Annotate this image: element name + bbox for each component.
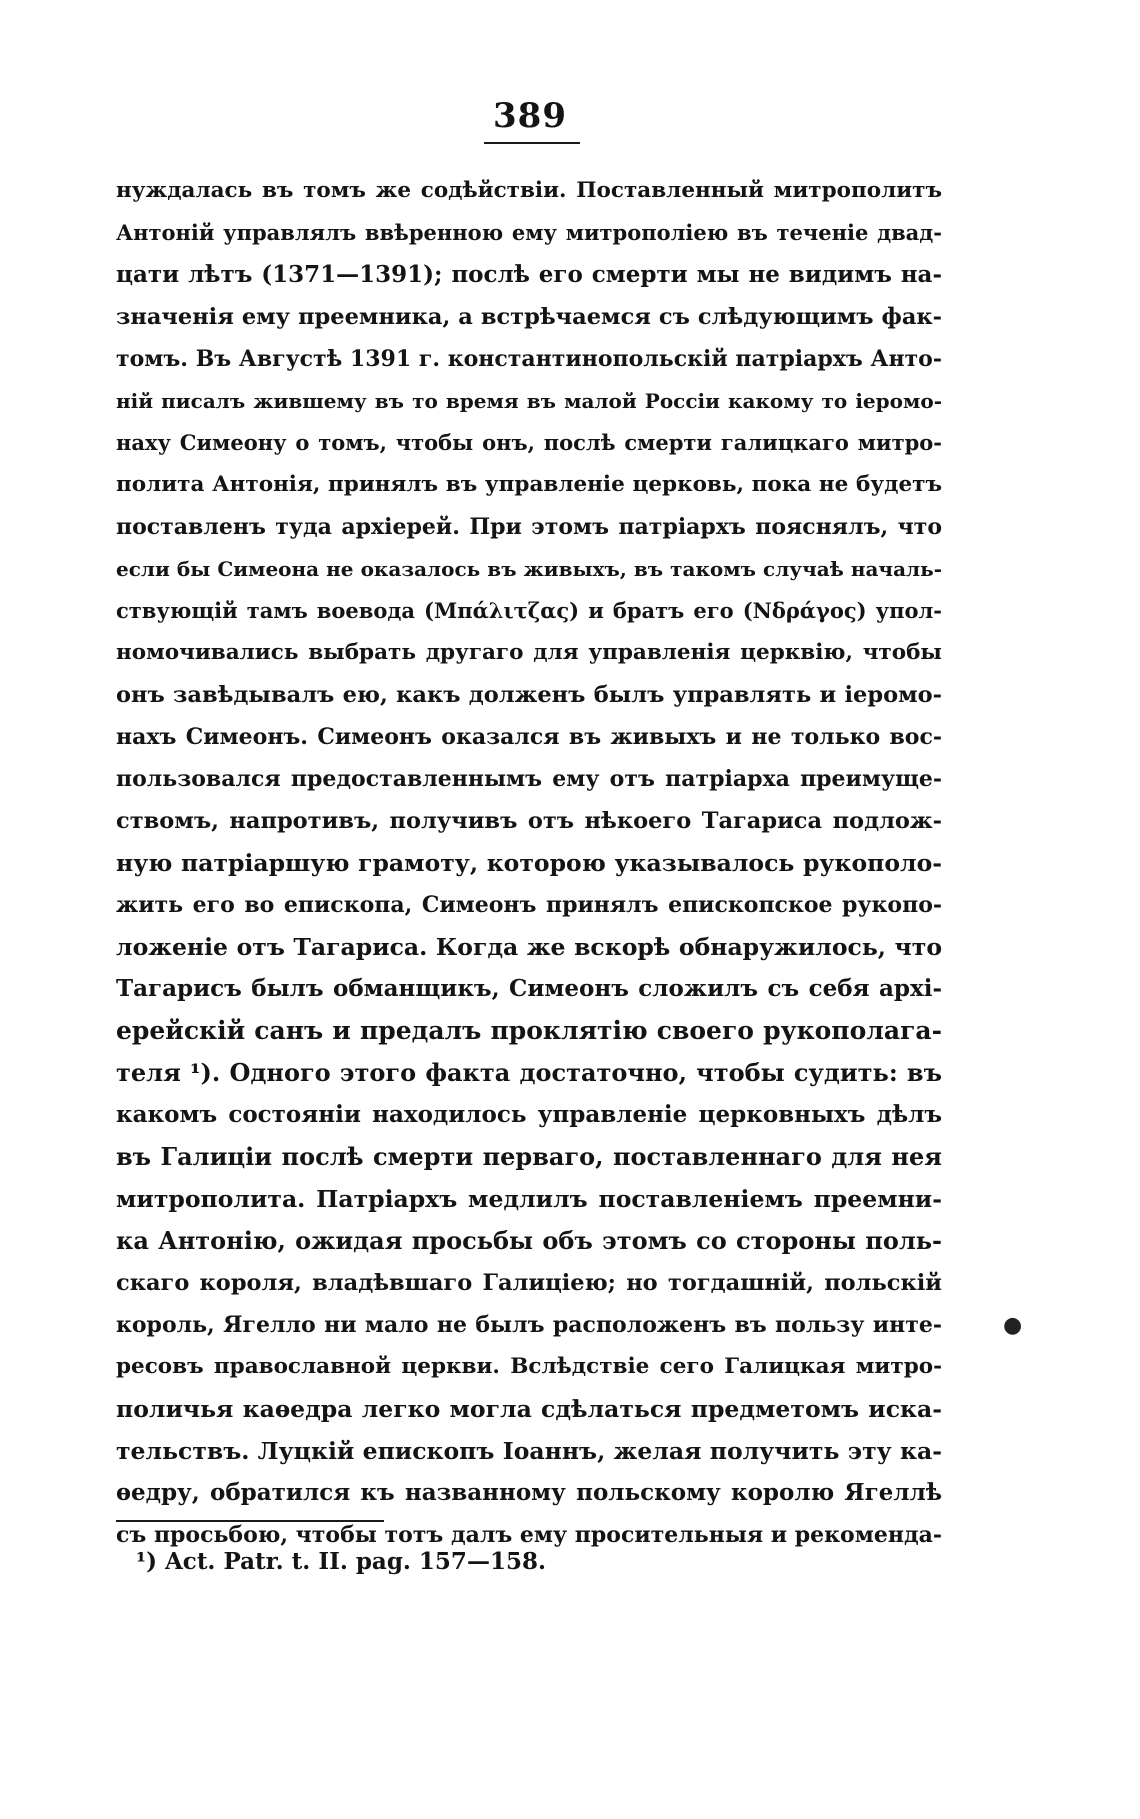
text-line: ресовъ православной церкви. Вслѣдствіе сего Галицкая митро- — [116, 1354, 942, 1379]
text-line: поставленъ туда архіерей. При этомъ патріархъ пояснялъ, что — [116, 514, 942, 540]
text-line: ложеніе отъ Тагариса. Когда же вскорѣ обнаружилось, что — [116, 933, 942, 961]
text-line: ную патріаршую грамоту, которою указывалось рукополо- — [116, 849, 942, 877]
text-line: въ Галиціи послѣ смерти перваго, поставленнаго для нея — [116, 1142, 942, 1171]
body-text — [116, 170, 942, 1556]
text-line: ствомъ, напротивъ, получивъ отъ нѣкоего Тагариса подлож- — [116, 808, 942, 834]
text-line: онъ завѣдывалъ ею, какъ долженъ былъ управлять и іеромо- — [116, 682, 942, 708]
text-line: цати лѣтъ (1371—1391); послѣ его смерти мы не видимъ на- — [116, 261, 942, 288]
text-line: номочивались выбрать другаго для управленія церквію, чтобы — [116, 640, 942, 665]
text-line: ній писалъ жившему въ то время въ малой Россіи какому то іеромо- — [116, 389, 942, 413]
text-line: пользовался предоставленнымъ ему отъ патріарха преимуще- — [116, 766, 942, 792]
text-line: если бы Симеона не оказалось въ живыхъ, въ такомъ случаѣ началь- — [116, 557, 942, 581]
text-line: ерейскій санъ и предалъ проклятію своего рукополага- — [116, 1016, 942, 1045]
page-number-rule — [484, 142, 580, 144]
text-line: значенія ему преемника, а встрѣчаемся съ слѣдующимъ фак- — [116, 304, 942, 330]
text-line: томъ. Въ Августѣ 1391 г. константинопольскій патріархъ Анто- — [116, 346, 942, 372]
text-line: король, Ягелло ни мало не былъ расположенъ въ пользу инте- — [116, 1312, 942, 1338]
margin-ink-mark: ● — [1003, 1312, 1023, 1338]
text-line: митрополита. Патріархъ медлилъ поставленіемъ преемни- — [116, 1185, 942, 1213]
text-line: ка Антонію, ожидая просьбы объ этомъ со стороны поль- — [116, 1226, 942, 1255]
text-line: тельствъ. Луцкій епископъ Іоаннъ, желая получить эту ка- — [116, 1437, 942, 1465]
text-line: ствующій тамъ воевода (Μπάλιτζας) и братъ его (Νδράγος) упол- — [116, 598, 942, 623]
text-line: поличья каѳедра легко могла сдѣлаться предметомъ иска- — [116, 1395, 942, 1423]
text-line: какомъ состояніи находилось управленіе церковныхъ дѣлъ — [116, 1101, 942, 1128]
footnote-rule — [116, 1520, 384, 1522]
text-line: ѳедру, обратился къ названному польскому королю Ягеллѣ — [116, 1479, 942, 1506]
text-line: теля ¹). Одного этого факта достаточно, чтобы судить: въ — [116, 1058, 942, 1087]
text-line: нуждалась въ томъ же содѣйствіи. Поставленный митрополитъ — [116, 178, 942, 203]
text-line: жить его во епископа, Симеонъ принялъ епископское рукопо- — [116, 892, 942, 918]
text-line: наху Симеону о томъ, чтобы онъ, послѣ смерти галицкаго митро- — [116, 430, 942, 455]
page-number: 389 — [493, 96, 567, 136]
text-line: скаго короля, владѣвшаго Галиціею; но тогдашній, польскій — [116, 1270, 942, 1296]
text-line: Антоній управлялъ ввѣренною ему митрополіею въ теченіе двад- — [116, 220, 942, 245]
text-line: съ просьбою, чтобы тотъ далъ ему просительныя и рекоменда- — [116, 1522, 942, 1548]
text-line: нахъ Симеонъ. Симеонъ оказался въ живыхъ и не только вос- — [116, 724, 942, 750]
text-line: Тагарисъ былъ обманщикъ, Симеонъ сложилъ съ себя архі- — [116, 975, 942, 1002]
text-line: полита Антонія, принялъ въ управленіе церковь, пока не будетъ — [116, 472, 942, 497]
footnote: ¹) Act. Patr. t. II. pag. 157—158. — [136, 1548, 546, 1575]
